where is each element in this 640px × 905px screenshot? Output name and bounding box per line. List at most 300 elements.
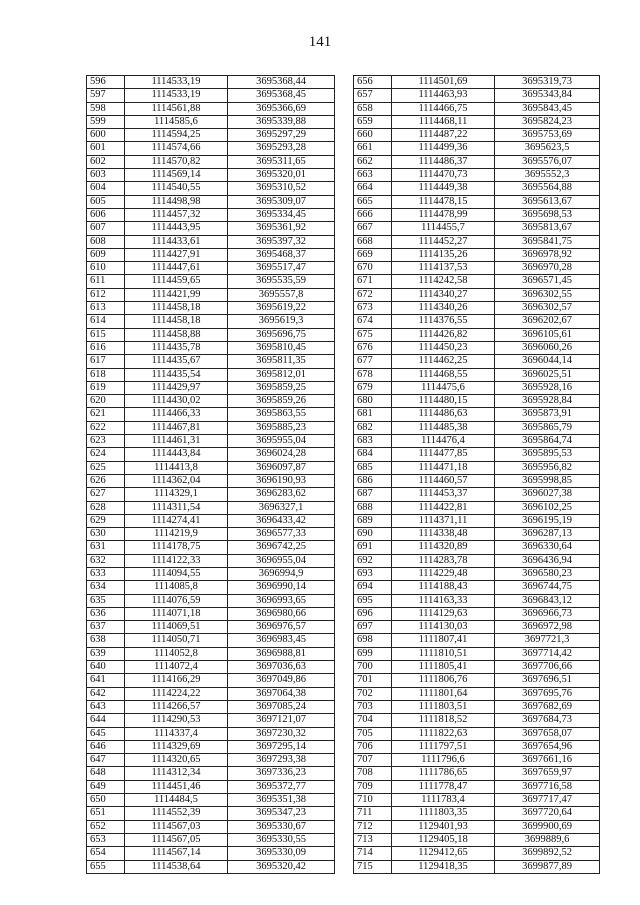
y-coordinate: 3695859,26 [228,395,335,408]
point-number: 679 [354,381,392,394]
y-coordinate: 3695557,8 [228,288,335,301]
x-coordinate: 1114329,1 [125,488,228,501]
y-coordinate: 3695843,45 [495,102,600,115]
point-number: 602 [87,155,125,168]
point-number: 687 [354,488,392,501]
table-row [87,222,335,235]
y-coordinate: 3696330,64 [495,541,600,554]
table-row [354,754,600,767]
y-coordinate: 3697658,07 [495,727,600,740]
table-row [354,328,600,341]
table-row [87,754,335,767]
y-coordinate: 3695330,55 [228,833,335,846]
table-row [354,195,600,208]
x-coordinate: 1114274,41 [125,514,228,527]
x-coordinate: 1114467,81 [125,421,228,434]
point-number: 664 [354,182,392,195]
point-number: 715 [354,860,392,873]
point-number: 648 [87,767,125,780]
point-number: 669 [354,248,392,261]
point-number: 650 [87,794,125,807]
y-coordinate: 3696105,61 [495,328,600,341]
table-row [87,275,335,288]
y-coordinate: 3696744,75 [495,581,600,594]
y-coordinate: 3697695,76 [495,687,600,700]
table-row [87,421,335,434]
x-coordinate: 1114435,54 [125,368,228,381]
table-row [354,714,600,727]
table-row [354,567,600,580]
x-coordinate: 1111778,47 [392,780,495,793]
x-coordinate: 1114594,25 [125,129,228,142]
point-number: 649 [87,780,125,793]
point-number: 611 [87,275,125,288]
table-row [354,528,600,541]
y-coordinate: 3697720,64 [495,807,600,820]
x-coordinate: 1114320,65 [125,754,228,767]
point-number: 627 [87,488,125,501]
table-row [354,621,600,634]
table-row [87,328,335,341]
y-coordinate: 3697064,38 [228,687,335,700]
y-coordinate: 3695613,67 [495,195,600,208]
point-number: 658 [354,102,392,115]
table-row [354,474,600,487]
x-coordinate: 1114471,18 [392,461,495,474]
point-number: 684 [354,448,392,461]
y-coordinate: 3695895,53 [495,448,600,461]
x-coordinate: 1114538,64 [125,860,228,873]
x-coordinate: 1111786,65 [392,767,495,780]
table-row [354,767,600,780]
y-coordinate: 3697706,66 [495,661,600,674]
point-number: 683 [354,435,392,448]
table-row [87,169,335,182]
table-row [354,381,600,394]
y-coordinate: 3695368,45 [228,89,335,102]
y-coordinate: 3697684,73 [495,714,600,727]
table-row [87,554,335,567]
table-row [87,381,335,394]
point-number: 671 [354,275,392,288]
table-row [354,501,600,514]
y-coordinate: 3695361,92 [228,222,335,235]
y-coordinate: 3695330,67 [228,820,335,833]
y-coordinate: 3695928,16 [495,381,600,394]
table-row [87,235,335,248]
y-coordinate: 3696433,42 [228,514,335,527]
point-number: 700 [354,661,392,674]
table-row [87,435,335,448]
point-number: 635 [87,594,125,607]
point-number: 601 [87,142,125,155]
table-row [87,607,335,620]
point-number: 655 [87,860,125,873]
table-row [354,129,600,142]
y-coordinate: 3695343,84 [495,89,600,102]
table-row [354,700,600,713]
point-number: 610 [87,262,125,275]
table-row [87,315,335,328]
point-number: 608 [87,235,125,248]
x-coordinate: 1114443,84 [125,448,228,461]
y-coordinate: 3697721,3 [495,634,600,647]
x-coordinate: 1111806,76 [392,674,495,687]
x-coordinate: 1114478,99 [392,208,495,221]
point-number: 660 [354,129,392,142]
y-coordinate: 3695859,25 [228,381,335,394]
x-coordinate: 1114486,63 [392,408,495,421]
point-number: 689 [354,514,392,527]
point-number: 667 [354,222,392,235]
point-number: 623 [87,435,125,448]
point-number: 708 [354,767,392,780]
table-row [354,102,600,115]
point-number: 651 [87,807,125,820]
table-row [354,76,600,89]
x-coordinate: 1114052,8 [125,647,228,660]
table-row [354,395,600,408]
point-number: 606 [87,208,125,221]
point-number: 625 [87,461,125,474]
y-coordinate: 3695698,53 [495,208,600,221]
y-coordinate: 3695623,5 [495,142,600,155]
coordinates-table-left [86,75,335,874]
point-number: 682 [354,421,392,434]
table-row [354,235,600,248]
point-number: 604 [87,182,125,195]
table-row [354,302,600,315]
point-number: 672 [354,288,392,301]
y-coordinate: 3695812,01 [228,368,335,381]
x-coordinate: 1114421,99 [125,288,228,301]
y-coordinate: 3695865,79 [495,421,600,434]
table-row [354,288,600,301]
x-coordinate: 1114137,53 [392,262,495,275]
point-number: 702 [354,687,392,700]
y-coordinate: 3696980,66 [228,607,335,620]
x-coordinate: 1114050,71 [125,634,228,647]
x-coordinate: 1114453,37 [392,488,495,501]
x-coordinate: 1114458,18 [125,315,228,328]
x-coordinate: 1114338,48 [392,528,495,541]
table-row [354,488,600,501]
x-coordinate: 1114458,88 [125,328,228,341]
x-coordinate: 1114477,85 [392,448,495,461]
point-number: 686 [354,474,392,487]
table-row [87,860,335,873]
x-coordinate: 1114376,55 [392,315,495,328]
y-coordinate: 3696742,25 [228,541,335,554]
y-coordinate: 3695873,91 [495,408,600,421]
table-row [87,408,335,421]
x-coordinate: 1114475,6 [392,381,495,394]
x-coordinate: 1114094,55 [125,567,228,580]
y-coordinate: 3695552,3 [495,169,600,182]
point-number: 621 [87,408,125,421]
y-coordinate: 3696577,33 [228,528,335,541]
point-number: 711 [354,807,392,820]
point-number: 619 [87,381,125,394]
x-coordinate: 1114311,54 [125,501,228,514]
point-number: 643 [87,700,125,713]
x-coordinate: 1114283,78 [392,554,495,567]
table-row [354,674,600,687]
x-coordinate: 1114487,22 [392,129,495,142]
x-coordinate: 1114433,61 [125,235,228,248]
y-coordinate: 3696966,73 [495,607,600,620]
point-number: 680 [354,395,392,408]
y-coordinate: 3695297,29 [228,129,335,142]
x-coordinate: 1111783,4 [392,794,495,807]
point-number: 701 [354,674,392,687]
point-number: 714 [354,847,392,860]
y-coordinate: 3695824,23 [495,115,600,128]
point-number: 605 [87,195,125,208]
y-coordinate: 3696990,14 [228,581,335,594]
y-coordinate: 3695811,35 [228,355,335,368]
table-row [87,248,335,261]
x-coordinate: 1114188,43 [392,581,495,594]
point-number: 690 [354,528,392,541]
y-coordinate: 3696102,25 [495,501,600,514]
point-number: 706 [354,740,392,753]
point-number: 654 [87,847,125,860]
x-coordinate: 1111803,35 [392,807,495,820]
y-coordinate: 3697121,07 [228,714,335,727]
y-coordinate: 3695753,69 [495,129,600,142]
table-row [87,208,335,221]
x-coordinate: 1114463,93 [392,89,495,102]
y-coordinate: 3695339,88 [228,115,335,128]
table-row [87,488,335,501]
y-coordinate: 3695813,67 [495,222,600,235]
table-row [87,89,335,102]
x-coordinate: 1114069,51 [125,621,228,634]
table-row [354,142,600,155]
y-coordinate: 3695955,04 [228,435,335,448]
table-row [354,315,600,328]
table-row [354,89,600,102]
x-coordinate: 1114337,4 [125,727,228,740]
y-coordinate: 3696988,81 [228,647,335,660]
table-row [87,794,335,807]
table-row [354,368,600,381]
x-coordinate: 1114219,9 [125,528,228,541]
table-row [87,714,335,727]
point-number: 693 [354,567,392,580]
y-coordinate: 3695998,85 [495,474,600,487]
table-row [354,581,600,594]
table-row [87,661,335,674]
y-coordinate: 3699877,89 [495,860,600,873]
table-row [354,262,600,275]
x-coordinate: 1114501,69 [392,76,495,89]
point-number: 691 [354,541,392,554]
x-coordinate: 1114290,53 [125,714,228,727]
y-coordinate: 3697714,42 [495,647,600,660]
x-coordinate: 1114122,33 [125,554,228,567]
table-row [87,195,335,208]
x-coordinate: 1114458,18 [125,302,228,315]
x-coordinate: 1114320,89 [392,541,495,554]
point-number: 598 [87,102,125,115]
y-coordinate: 3696195,19 [495,514,600,527]
x-coordinate: 1114178,75 [125,541,228,554]
y-coordinate: 3697682,69 [495,700,600,713]
table-row [354,182,600,195]
point-number: 666 [354,208,392,221]
point-number: 633 [87,567,125,580]
point-number: 634 [87,581,125,594]
point-number: 630 [87,528,125,541]
x-coordinate: 1114567,05 [125,833,228,846]
table-row [354,448,600,461]
table-row [87,501,335,514]
x-coordinate: 1114485,38 [392,421,495,434]
x-coordinate: 1114460,57 [392,474,495,487]
point-number: 624 [87,448,125,461]
y-coordinate: 3695320,01 [228,169,335,182]
table-row [87,129,335,142]
y-coordinate: 3697293,38 [228,754,335,767]
point-number: 599 [87,115,125,128]
x-coordinate: 1114462,25 [392,355,495,368]
point-number: 597 [87,89,125,102]
x-coordinate: 1114466,75 [392,102,495,115]
y-coordinate: 3699900,69 [495,820,600,833]
y-coordinate: 3696580,23 [495,567,600,580]
table-row [354,222,600,235]
x-coordinate: 1114362,04 [125,474,228,487]
table-row [87,182,335,195]
table-row [87,262,335,275]
x-coordinate: 1129401,93 [392,820,495,833]
point-number: 662 [354,155,392,168]
y-coordinate: 3696283,62 [228,488,335,501]
table-row [354,607,600,620]
x-coordinate: 1114533,19 [125,76,228,89]
table-row [354,554,600,567]
table-row [87,528,335,541]
table-row [87,700,335,713]
point-number: 653 [87,833,125,846]
point-number: 615 [87,328,125,341]
table-row [354,634,600,647]
y-coordinate: 3695309,07 [228,195,335,208]
point-number: 616 [87,341,125,354]
y-coordinate: 3696978,92 [495,248,600,261]
x-coordinate: 1114468,11 [392,115,495,128]
y-coordinate: 3696970,28 [495,262,600,275]
y-coordinate: 3697049,86 [228,674,335,687]
table-row [354,794,600,807]
table-row [87,767,335,780]
table-row [87,647,335,660]
table-row [354,860,600,873]
y-coordinate: 3697295,14 [228,740,335,753]
x-coordinate: 1114567,03 [125,820,228,833]
x-coordinate: 1114451,46 [125,780,228,793]
point-number: 704 [354,714,392,727]
table-row [87,448,335,461]
x-coordinate: 1114478,15 [392,195,495,208]
point-number: 622 [87,421,125,434]
table-row [354,780,600,793]
x-coordinate: 1114574,66 [125,142,228,155]
x-coordinate: 1111822,63 [392,727,495,740]
table-row [87,847,335,860]
table-row [354,541,600,554]
y-coordinate: 3695310,52 [228,182,335,195]
point-number: 645 [87,727,125,740]
table-row [354,847,600,860]
point-number: 626 [87,474,125,487]
table-row [354,647,600,660]
x-coordinate: 1114135,26 [392,248,495,261]
y-coordinate: 3695368,44 [228,76,335,89]
y-coordinate: 3695928,84 [495,395,600,408]
y-coordinate: 3696327,1 [228,501,335,514]
y-coordinate: 3696976,57 [228,621,335,634]
x-coordinate: 1114430,02 [125,395,228,408]
y-coordinate: 3695330,09 [228,847,335,860]
y-coordinate: 3695372,77 [228,780,335,793]
x-coordinate: 1114486,37 [392,155,495,168]
y-coordinate: 3696972,98 [495,621,600,634]
y-coordinate: 3695468,37 [228,248,335,261]
point-number: 644 [87,714,125,727]
point-number: 640 [87,661,125,674]
y-coordinate: 3695619,22 [228,302,335,315]
x-coordinate: 1114413,8 [125,461,228,474]
x-coordinate: 1114567,14 [125,847,228,860]
table-row [87,594,335,607]
point-number: 710 [354,794,392,807]
y-coordinate: 3697661,16 [495,754,600,767]
table-row [87,727,335,740]
point-number: 642 [87,687,125,700]
x-coordinate: 1114426,82 [392,328,495,341]
point-number: 632 [87,554,125,567]
point-number: 661 [354,142,392,155]
y-coordinate: 3697036,63 [228,661,335,674]
point-number: 697 [354,621,392,634]
table-row [87,288,335,301]
x-coordinate: 1114449,38 [392,182,495,195]
y-coordinate: 3695885,23 [228,421,335,434]
point-number: 637 [87,621,125,634]
table-row [87,780,335,793]
x-coordinate: 1114224,22 [125,687,228,700]
x-coordinate: 1111796,6 [392,754,495,767]
point-number: 636 [87,607,125,620]
y-coordinate: 3696202,67 [495,315,600,328]
y-coordinate: 3696190,93 [228,474,335,487]
x-coordinate: 1114570,82 [125,155,228,168]
y-coordinate: 3696302,57 [495,302,600,315]
table-row [354,275,600,288]
y-coordinate: 3696436,94 [495,554,600,567]
y-coordinate: 3696027,38 [495,488,600,501]
table-row [354,155,600,168]
page-number: 141 [308,34,332,50]
y-coordinate: 3695347,23 [228,807,335,820]
y-coordinate: 3695564,88 [495,182,600,195]
point-number: 713 [354,833,392,846]
table-row [87,541,335,554]
table-row [354,820,600,833]
